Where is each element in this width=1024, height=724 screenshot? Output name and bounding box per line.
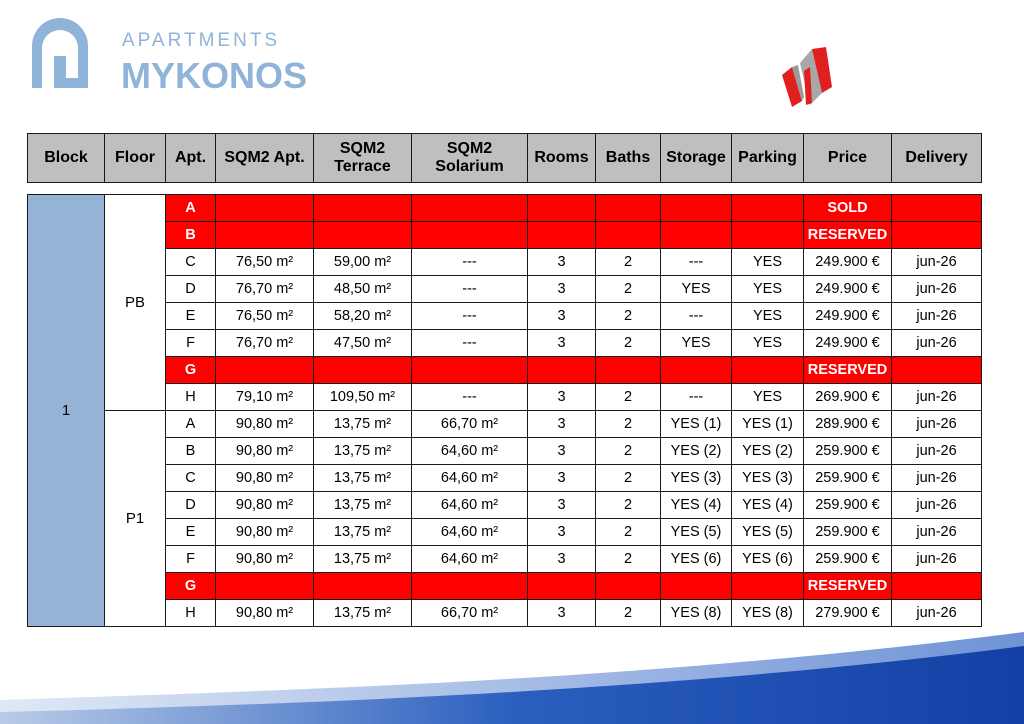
- price-cell: 289.900 €: [804, 411, 892, 438]
- header-sqm-apt: SQM2 Apt.: [216, 134, 314, 183]
- baths-cell: 2: [596, 438, 661, 465]
- baths-cell: 2: [596, 276, 661, 303]
- parking-cell: [732, 195, 804, 222]
- delivery-cell: jun-26: [892, 303, 982, 330]
- baths-cell: 2: [596, 303, 661, 330]
- storage-cell: YES (3): [661, 465, 732, 492]
- sqm-solarium-cell: ---: [412, 303, 528, 330]
- status-cell: RESERVED: [804, 357, 892, 384]
- rooms-cell: 3: [528, 600, 596, 627]
- status-cell: RESERVED: [804, 222, 892, 249]
- rooms-cell: 3: [528, 330, 596, 357]
- apartment-availability-table: [27, 133, 982, 627]
- baths-cell: 2: [596, 384, 661, 411]
- sqm-apt-cell: 76,70 m²: [216, 330, 314, 357]
- delivery-cell: jun-26: [892, 465, 982, 492]
- sqm-solarium-cell: ---: [412, 249, 528, 276]
- apartments-mykonos-logo: [28, 12, 308, 96]
- sqm-solarium-cell: 66,70 m²: [412, 411, 528, 438]
- baths-cell: [596, 195, 661, 222]
- table-row: [28, 546, 982, 573]
- table-row: [28, 438, 982, 465]
- delivery-cell: [892, 357, 982, 384]
- table-body: [28, 183, 982, 627]
- rooms-cell: 3: [528, 276, 596, 303]
- baths-cell: 2: [596, 546, 661, 573]
- table-row: [28, 492, 982, 519]
- parking-cell: YES: [732, 249, 804, 276]
- apt-cell: C: [166, 249, 216, 276]
- delivery-cell: jun-26: [892, 546, 982, 573]
- parking-cell: YES (8): [732, 600, 804, 627]
- sqm-solarium-cell: 66,70 m²: [412, 600, 528, 627]
- storage-cell: [661, 195, 732, 222]
- table-row: [28, 411, 982, 438]
- price-cell: 269.900 €: [804, 384, 892, 411]
- storage-cell: [661, 357, 732, 384]
- baths-cell: 2: [596, 330, 661, 357]
- apt-cell: D: [166, 276, 216, 303]
- sqm-apt-cell: [216, 357, 314, 384]
- baths-cell: [596, 357, 661, 384]
- status-cell: SOLD: [804, 195, 892, 222]
- sqm-terrace-cell: [314, 573, 412, 600]
- storage-cell: YES (1): [661, 411, 732, 438]
- delivery-cell: jun-26: [892, 600, 982, 627]
- sqm-terrace-cell: 13,75 m²: [314, 492, 412, 519]
- sqm-apt-cell: 90,80 m²: [216, 465, 314, 492]
- price-cell: 259.900 €: [804, 546, 892, 573]
- header-storage: Storage: [661, 134, 732, 183]
- rooms-cell: 3: [528, 384, 596, 411]
- sqm-terrace-cell: 13,75 m²: [314, 600, 412, 627]
- header-parking: Parking: [732, 134, 804, 183]
- rooms-cell: [528, 357, 596, 384]
- sqm-solarium-cell: [412, 357, 528, 384]
- baths-cell: [596, 222, 661, 249]
- sqm-solarium-cell: 64,60 m²: [412, 465, 528, 492]
- storage-cell: YES (5): [661, 519, 732, 546]
- parking-cell: YES (6): [732, 546, 804, 573]
- red-grey-bars-logo-icon: [778, 45, 838, 111]
- sqm-apt-cell: [216, 573, 314, 600]
- sqm-terrace-cell: 13,75 m²: [314, 411, 412, 438]
- delivery-cell: [892, 195, 982, 222]
- door-arch-icon: [28, 12, 114, 92]
- storage-cell: ---: [661, 384, 732, 411]
- parking-cell: YES: [732, 330, 804, 357]
- price-cell: 259.900 €: [804, 519, 892, 546]
- apt-cell: F: [166, 330, 216, 357]
- parking-cell: YES: [732, 303, 804, 330]
- sqm-terrace-cell: 109,50 m²: [314, 384, 412, 411]
- header-delivery: Delivery: [892, 134, 982, 183]
- sqm-apt-cell: 90,80 m²: [216, 411, 314, 438]
- rooms-cell: 3: [528, 465, 596, 492]
- sqm-solarium-cell: 64,60 m²: [412, 546, 528, 573]
- sqm-terrace-cell: [314, 357, 412, 384]
- parking-cell: [732, 222, 804, 249]
- price-cell: 259.900 €: [804, 438, 892, 465]
- table-row: [28, 195, 982, 222]
- rooms-cell: 3: [528, 249, 596, 276]
- sqm-terrace-cell: 13,75 m²: [314, 519, 412, 546]
- baths-cell: 2: [596, 519, 661, 546]
- sqm-solarium-cell: ---: [412, 276, 528, 303]
- apt-cell: B: [166, 222, 216, 249]
- price-cell: 249.900 €: [804, 249, 892, 276]
- rooms-cell: 3: [528, 546, 596, 573]
- baths-cell: 2: [596, 411, 661, 438]
- header-baths: Baths: [596, 134, 661, 183]
- floor-cell: PB: [105, 195, 166, 411]
- storage-cell: ---: [661, 249, 732, 276]
- table-header-row: [28, 134, 982, 183]
- delivery-cell: jun-26: [892, 438, 982, 465]
- delivery-cell: jun-26: [892, 249, 982, 276]
- apt-cell: A: [166, 411, 216, 438]
- sqm-terrace-cell: 13,75 m²: [314, 438, 412, 465]
- price-cell: 249.900 €: [804, 303, 892, 330]
- table-row: [28, 249, 982, 276]
- table-row: [28, 303, 982, 330]
- apt-cell: G: [166, 573, 216, 600]
- baths-cell: 2: [596, 600, 661, 627]
- price-cell: 259.900 €: [804, 465, 892, 492]
- rooms-cell: [528, 222, 596, 249]
- sqm-terrace-cell: [314, 222, 412, 249]
- rooms-cell: 3: [528, 492, 596, 519]
- baths-cell: 2: [596, 249, 661, 276]
- apt-cell: C: [166, 465, 216, 492]
- table-row: [28, 573, 982, 600]
- table-row: [28, 330, 982, 357]
- rooms-cell: 3: [528, 519, 596, 546]
- sqm-terrace-cell: [314, 195, 412, 222]
- price-cell: 249.900 €: [804, 330, 892, 357]
- delivery-cell: [892, 222, 982, 249]
- table-row: [28, 384, 982, 411]
- apt-cell: E: [166, 519, 216, 546]
- header-floor: Floor: [105, 134, 166, 183]
- delivery-cell: jun-26: [892, 384, 982, 411]
- apt-cell: H: [166, 600, 216, 627]
- spacer-row: [28, 183, 982, 195]
- logo-line-apartments: APARTMENTS: [122, 30, 281, 51]
- baths-cell: 2: [596, 465, 661, 492]
- parking-cell: [732, 357, 804, 384]
- storage-cell: YES (8): [661, 600, 732, 627]
- apt-cell: D: [166, 492, 216, 519]
- sqm-apt-cell: 90,80 m²: [216, 438, 314, 465]
- apt-cell: A: [166, 195, 216, 222]
- delivery-cell: jun-26: [892, 519, 982, 546]
- apt-cell: H: [166, 384, 216, 411]
- sqm-solarium-cell: ---: [412, 384, 528, 411]
- header-rooms: Rooms: [528, 134, 596, 183]
- price-cell: 249.900 €: [804, 276, 892, 303]
- price-cell: 259.900 €: [804, 492, 892, 519]
- parking-cell: YES (5): [732, 519, 804, 546]
- sqm-solarium-cell: [412, 573, 528, 600]
- sqm-terrace-cell: 48,50 m²: [314, 276, 412, 303]
- parking-cell: YES (1): [732, 411, 804, 438]
- sqm-solarium-cell: ---: [412, 330, 528, 357]
- block-cell: 1: [28, 195, 105, 627]
- sqm-terrace-cell: 13,75 m²: [314, 546, 412, 573]
- sqm-apt-cell: 90,80 m²: [216, 519, 314, 546]
- delivery-cell: jun-26: [892, 330, 982, 357]
- rooms-cell: 3: [528, 411, 596, 438]
- rooms-cell: [528, 573, 596, 600]
- sqm-apt-cell: [216, 195, 314, 222]
- sqm-terrace-cell: 13,75 m²: [314, 465, 412, 492]
- table-row: [28, 519, 982, 546]
- header-price: Price: [804, 134, 892, 183]
- delivery-cell: jun-26: [892, 411, 982, 438]
- apt-cell: E: [166, 303, 216, 330]
- storage-cell: YES (4): [661, 492, 732, 519]
- apt-cell: F: [166, 546, 216, 573]
- storage-cell: [661, 573, 732, 600]
- header-sqm-solarium: SQM2 Solarium: [412, 134, 528, 183]
- parking-cell: YES (3): [732, 465, 804, 492]
- storage-cell: YES (6): [661, 546, 732, 573]
- apt-cell: B: [166, 438, 216, 465]
- sqm-apt-cell: 90,80 m²: [216, 546, 314, 573]
- sqm-apt-cell: 76,50 m²: [216, 249, 314, 276]
- storage-cell: YES (2): [661, 438, 732, 465]
- sqm-apt-cell: 90,80 m²: [216, 492, 314, 519]
- rooms-cell: 3: [528, 303, 596, 330]
- table-row: [28, 357, 982, 384]
- sqm-terrace-cell: 47,50 m²: [314, 330, 412, 357]
- sqm-terrace-cell: 59,00 m²: [314, 249, 412, 276]
- parking-cell: [732, 573, 804, 600]
- parking-cell: YES (2): [732, 438, 804, 465]
- blue-wave-decoration: [0, 620, 1024, 724]
- header-apt: Apt.: [166, 134, 216, 183]
- logo-line-mykonos: MYKONOS: [121, 55, 308, 96]
- rooms-cell: [528, 195, 596, 222]
- baths-cell: [596, 573, 661, 600]
- storage-cell: [661, 222, 732, 249]
- table-row: [28, 276, 982, 303]
- table-row: [28, 222, 982, 249]
- price-cell: 279.900 €: [804, 600, 892, 627]
- sqm-solarium-cell: 64,60 m²: [412, 519, 528, 546]
- sqm-apt-cell: [216, 222, 314, 249]
- sqm-solarium-cell: 64,60 m²: [412, 438, 528, 465]
- floor-cell: P1: [105, 411, 166, 627]
- parking-cell: YES: [732, 384, 804, 411]
- sqm-solarium-cell: 64,60 m²: [412, 492, 528, 519]
- storage-cell: YES: [661, 330, 732, 357]
- sqm-terrace-cell: 58,20 m²: [314, 303, 412, 330]
- apt-cell: G: [166, 357, 216, 384]
- storage-cell: YES: [661, 276, 732, 303]
- sqm-apt-cell: 79,10 m²: [216, 384, 314, 411]
- rooms-cell: 3: [528, 438, 596, 465]
- parking-cell: YES (4): [732, 492, 804, 519]
- sqm-apt-cell: 90,80 m²: [216, 600, 314, 627]
- header-block: Block: [28, 134, 105, 183]
- sqm-solarium-cell: [412, 195, 528, 222]
- table-row: [28, 465, 982, 492]
- sqm-apt-cell: 76,70 m²: [216, 276, 314, 303]
- sqm-solarium-cell: [412, 222, 528, 249]
- header-sqm-terrace: SQM2 Terrace: [314, 134, 412, 183]
- parking-cell: YES: [732, 276, 804, 303]
- sqm-apt-cell: 76,50 m²: [216, 303, 314, 330]
- storage-cell: ---: [661, 303, 732, 330]
- baths-cell: 2: [596, 492, 661, 519]
- delivery-cell: jun-26: [892, 492, 982, 519]
- delivery-cell: [892, 573, 982, 600]
- delivery-cell: jun-26: [892, 276, 982, 303]
- status-cell: RESERVED: [804, 573, 892, 600]
